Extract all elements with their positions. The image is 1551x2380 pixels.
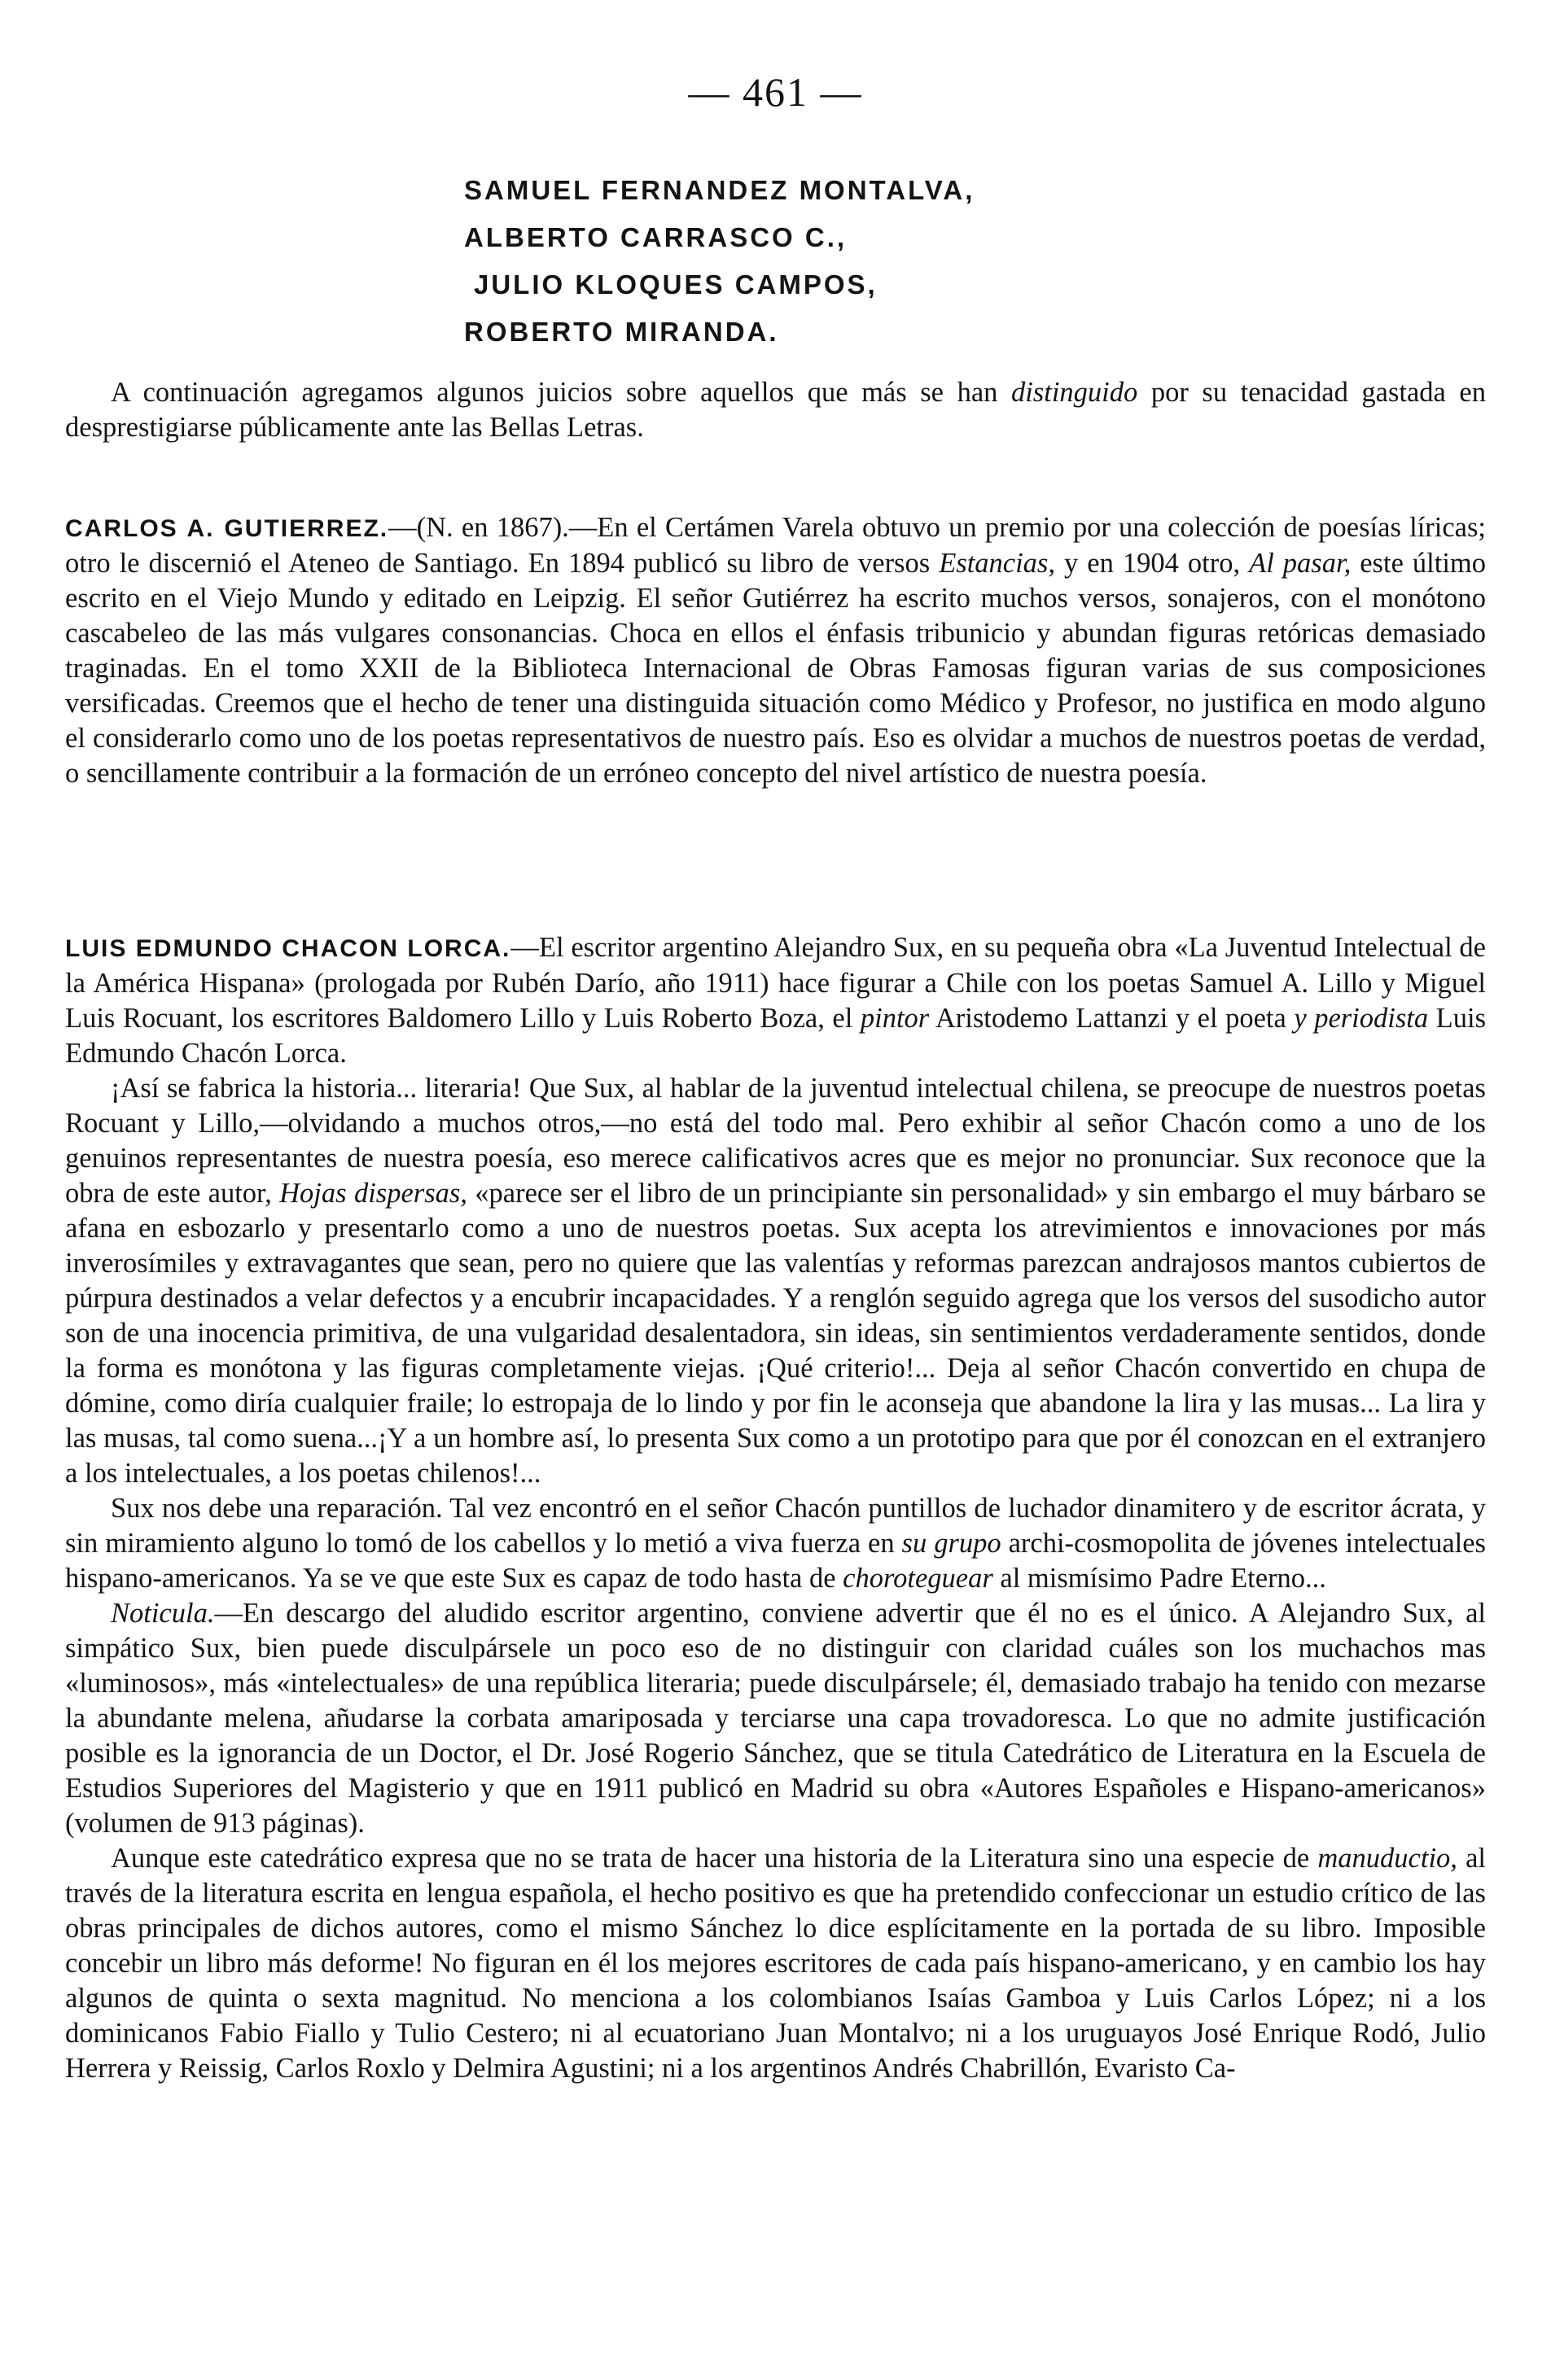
- book-title: Estancias,: [939, 548, 1055, 579]
- text-run: por su tenacidad gastada en desprestigiarse públicamente ante las Bellas Letras.: [65, 377, 1486, 443]
- italic-word: su grupo: [901, 1528, 1001, 1559]
- text-run: A continuación agregamos algunos juicios sobre aquellos que más se han: [111, 377, 1011, 408]
- text-run: al mismísimo Padre Eterno...: [992, 1563, 1326, 1594]
- text-run: —En descargo del aludido escritor argentino, conviene advertir que él no es el único. A Alejandro Sux, al simpático Sux, bien puede disculpársele un poco eso de no distinguir con claridad cuáles son los muchachos mas «luminosos», más «intelectuales» de una república literaria; puede disculpársele; él, demasiado trabajo ha tenido con mezarse la abundante melena, añudarse la corbata amariposada y terciarse una capa trovadoresca. Lo que no admite justificación posible es la ignorancia de un Doctor, el Dr. José Rogerio Sánchez, que se titula Catedrático de Literatura en la Escuela de Estudios Superiores del Magisterio y que en 1911 publicó en Madrid su obra «Autores Españoles e Hispano-americanos» (volumen de 913 páginas).: [65, 1598, 1486, 1839]
- text-run: y en 1904 otro,: [1054, 548, 1250, 579]
- intro-paragraph: [65, 375, 1486, 445]
- book-title: Al pasar,: [1249, 548, 1352, 579]
- entry-carlos-gutierrez: [65, 510, 1486, 791]
- text-run: Luis Edmundo Chacón Lorca.: [65, 1003, 1487, 1069]
- entry-paragraph: [65, 1596, 1486, 1841]
- book-title: Hojas dispersas,: [279, 1178, 467, 1209]
- document-page: [65, 0, 1486, 2380]
- entry-paragraph: [65, 930, 1486, 1071]
- text-run: Sux nos debe una reparación. Tal vez encontró en el señor Chacón puntillos de luchador dinamitero y de escritor ácrata, y sin miramiento alguno lo tomó de los cabellos y lo metió a viva fuerza en: [65, 1493, 1486, 1559]
- text-run: —El escritor argentino Alejandro Sux, en su pequeña obra «La Juventud Intelectual de la América Hispana» (prologada por Rubén Darío, año 1911) hace figurar a Chile con los poetas Samuel A. Lillo y Miguel Luis Rocuant, los escritores Baldomero Lillo y Luis Roberto Boza, el: [65, 932, 1486, 1034]
- text-run: —(N. en 1867).—En el Certámen Varela obtuvo un premio por una colección de poesías líricas; otro le discernió el Ateneo de Santiago. En 1894 publicó su libro de versos: [65, 512, 1486, 579]
- entry-paragraph: [65, 1491, 1486, 1596]
- page-number: — 461 —: [688, 69, 863, 115]
- italic-word: y periodista: [1294, 1003, 1429, 1034]
- text-run: Aunque este catedrático expresa que no se trata de hacer una historia de la Literatura sino una especie de: [111, 1843, 1318, 1874]
- text-run: al través de la literatura escrita en lengua española, el hecho positivo es que ha pretendido confeccionar un estudio crítico de las obras principales de dichos autores, como el mismo Sánchez lo dice esplícitamente en la portada de su libro. Imposible concebir un libro más deforme! No figuran en él los mejores escritores de cada país hispano-americano, y en cambio los hay algunos de quinta o sexta magnitud. No menciona a los colombianos Isaías Gamboa y Luis Carlos López; ni a los dominicanos Fabio Fiallo y Tulio Cestero; ni al ecuatoriano Juan Montalvo; ni a los uruguayos José Enrique Rodó, Julio Herrera y Reissig, Carlos Roxlo y Delmira Agustini; ni a los argentinos Andrés Chabrillón, Evaristo Ca-: [65, 1843, 1486, 2084]
- entry-heading: CARLOS A. GUTIERREZ.: [65, 515, 389, 542]
- italic-word: manuductio,: [1317, 1843, 1457, 1874]
- text-run: «parece ser el libro de un principiante sin personalidad» y sin embargo el muy bárbaro se afana en esbozarlo y presentarlo como a uno de nuestros poetas. Sux acepta los atrevimientos e innovaciones por más inverosímiles y extravagantes que sean, pero no quiere que las valentías y reformas parezcan andrajosos mantos cubiertos de púrpura destinados a velar defectos y a encubrir incapacidades. Y a renglón seguido agrega que los versos del susodicho autor son de una inocencia primitiva, de una vulgaridad desalentadora, sin ideas, sin sentimientos verdaderamente sentidos, donde la forma es monótona y las figuras completamente viejas. ¡Qué criterio!... Deja al señor Chacón convertido en chupa de dómine, como diría cualquier fraile; lo estropaja de lo lindo y por fin le aconseja que abandone la lira y las musas... La lira y las musas, tal como suena...¡Y a un hombre así, lo presenta Sux como a un prototipo para que por él conozcan en el extranjero a los intelectuales, a los poetas chilenos!...: [65, 1178, 1486, 1489]
- author-list: [464, 167, 975, 356]
- author-name: ROBERTO MIRANDA.: [464, 317, 779, 347]
- author-name: ALBERTO CARRASCO C.,: [464, 222, 848, 252]
- italic-word: Noticula.: [111, 1598, 215, 1629]
- text-run: este último escrito en el Viejo Mundo y editado en Leipzig. El señor Gutiérrez ha escrito muchos versos, sonajeros, con el monótono cascabeleo de las más vulgares consonancias. Choca en ellos el énfasis tribunicio y abundan figuras retóricas demasiado traginadas. En el tomo XXII de la Biblioteca Internacional de Obras Famosas figuran varias de sus composiciones versificadas. Creemos que el hecho de tener una distinguida situación como Médico y Profesor, no justifica en modo alguno el considerarlo como uno de los poetas representativos de nuestro país. Eso es olvidar a muchos de nuestros poetas de verdad, o sencillamente contribuir a la formación de un erróneo concepto del nivel artístico de nuestra poesía.: [65, 548, 1486, 789]
- author-name: SAMUEL FERNANDEZ MONTALVA,: [464, 175, 975, 205]
- entry-paragraph: [65, 1071, 1486, 1491]
- author-name: JULIO KLOQUES CAMPOS,: [474, 269, 878, 300]
- text-run: Aristodemo Lattanzi y el poeta: [929, 1003, 1295, 1034]
- italic-word: distinguido: [1010, 377, 1138, 408]
- italic-word: choroteguear: [843, 1563, 993, 1594]
- italic-word: pintor: [860, 1003, 930, 1034]
- entry-heading: LUIS EDMUNDO CHACON LORCA.: [65, 935, 511, 962]
- text-run: ¡Así se fabrica la historia... literaria! Que Sux, al hablar de la juventud intelectual chilena, se preocupe de nuestros poetas Rocuant y Lillo,—olvidando a muchos otros,—no está del todo mal. Pero exhibir al señor Chacón como a uno de los genuinos representantes de nuestra poesía, eso merece calificativos acres que es mejor no pronunciar. Sux reconoce que la obra de este autor,: [65, 1073, 1486, 1209]
- intro-section: [65, 375, 1486, 445]
- entry-paragraph: [65, 1841, 1486, 2086]
- entry-paragraph: [65, 510, 1486, 791]
- text-run: archi-cosmopolita de jóvenes intelectuales hispano-americanos. Ya se ve que este Sux es capaz de todo hasta de: [65, 1528, 1486, 1594]
- entry-luis-chacon: [65, 930, 1486, 2086]
